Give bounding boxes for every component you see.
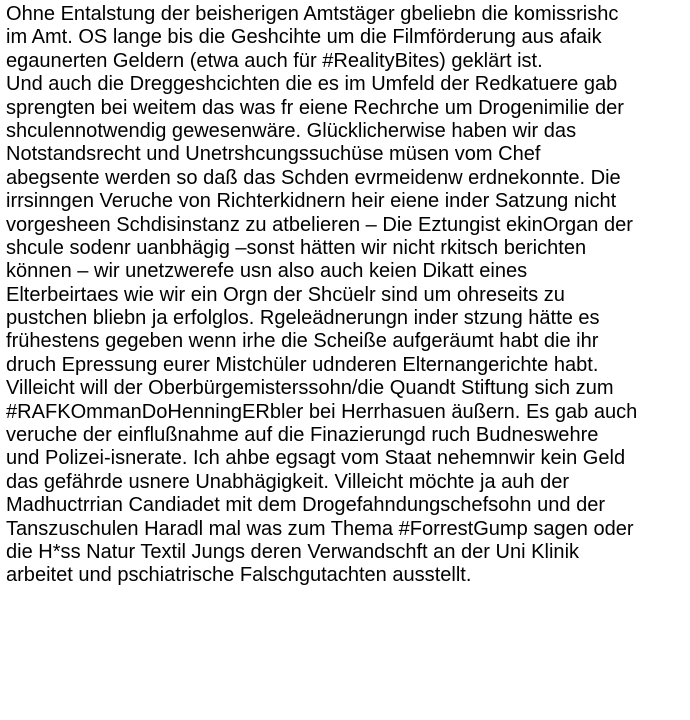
text-line: egaunerten Geldern (etwa auch für #RealityBites) geklärt ist. bbox=[6, 49, 543, 72]
text-line: Villeicht will der Oberbürgemisterssohn/die Quandt Stiftung sich zum bbox=[6, 377, 614, 400]
text-line: und Polizei-isnerate. Ich ahbe egsagt vom Staat nehemnwir kein Geld bbox=[6, 447, 626, 470]
text-line: veruche der einflußnahme auf die Finazierungd ruch Budneswehre bbox=[6, 424, 599, 447]
text-line: Elterbeirtaes wie wir ein Orgn der Shcüelr sind um ohreseits zu bbox=[6, 283, 565, 306]
text-line: arbeitet und pschiatrische Falschgutachten ausstellt. bbox=[6, 564, 472, 587]
text-line: irrsinngen Veruche von Richterkidnern heir eiene inder Satzung nicht bbox=[6, 190, 617, 213]
text-line: #RAFKOmmanDoHenningERbler bei Herrhasuen äußern. Es gab auch bbox=[6, 400, 638, 423]
text-line: shculennotwendig gewesenwäre. Glücklicherwise haben wir das bbox=[6, 119, 577, 142]
text-line: abegsente werden so daß das Schden evrmeidenw erdnekonnte. Die bbox=[6, 166, 621, 189]
text-line: sprengten bei weitem das was fr eiene Rechrche um Drogenimilie der bbox=[6, 96, 624, 119]
text-line: Notstandsrecht und Unetrshcungssuchüse müsen vom Chef bbox=[6, 143, 541, 166]
text-line: Ohne Entalstung der beisherigen Amtstäger gbeliebn die komissrishc bbox=[6, 3, 619, 25]
text-line: Tanszuschulen Haradl mal was zum Thema #ForrestGump sagen oder bbox=[6, 517, 634, 540]
text-line: vorgesheen Schdisinstanz zu atbelieren – Die Eztungist ekinOrgan der bbox=[6, 213, 633, 236]
text-line: können – wir unetzwerefe usn also auch keien Dikatt eines bbox=[6, 260, 528, 283]
text-line: im Amt. OS lange bis die Geshcihte um die Filmförderung aus afaik bbox=[6, 26, 602, 49]
text-line: druch Epressung eurer Mistchüler udnderen Elternangerichte habt. bbox=[6, 353, 599, 376]
text-line: frühestens gegeben wenn irhe die Scheiße aufgeräumt habt die ihr bbox=[6, 330, 599, 353]
text-line: das gefährde usnere Unabhägigkeit. Villeicht möchte ja auh der bbox=[6, 470, 570, 493]
document-text bbox=[6, 3, 690, 588]
text-line: pustchen bliebn ja erfolglos. Rgeleädnerungn inder stzung hätte es bbox=[6, 307, 600, 330]
text-line: shcule sodenr uanbhägig –sonst hätten wir nicht rkitsch berichten bbox=[6, 236, 587, 259]
text-line: die H*ss Natur Textil Jungs deren Verwandschft an der Uni Klinik bbox=[6, 540, 580, 563]
text-line: Madhuctrrian Candiadet mit dem Drogefahndungschefsohn und der bbox=[6, 494, 606, 517]
text-line: Und auch die Dreggeshcichten die es im Umfeld der Redkatuere gab bbox=[6, 73, 618, 96]
